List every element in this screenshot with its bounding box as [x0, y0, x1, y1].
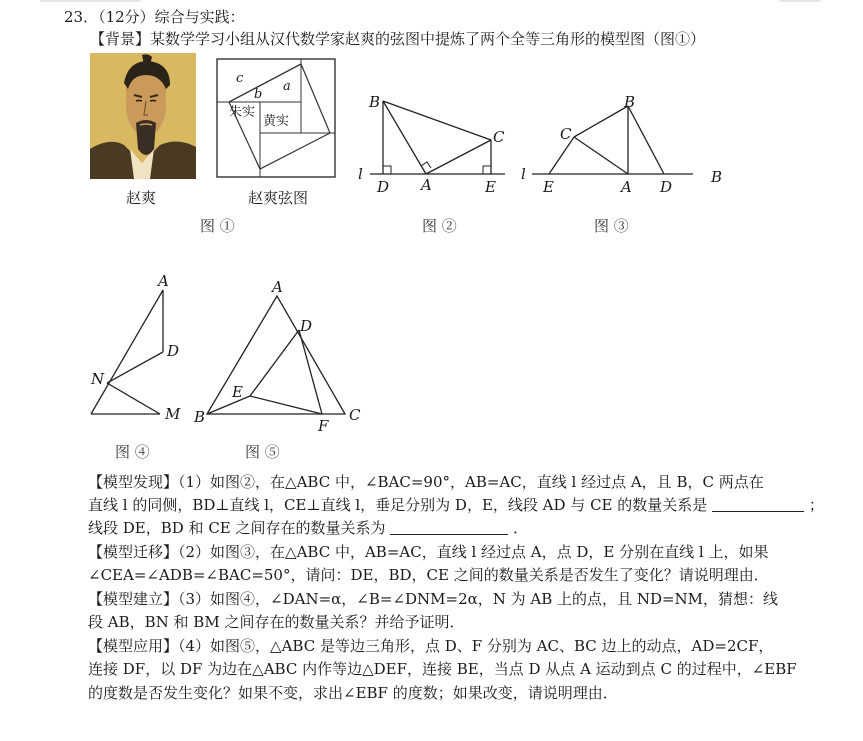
fig5-point-B: B: [194, 408, 206, 426]
string-label-a: a: [283, 79, 291, 94]
fig3-point-E: E: [543, 178, 554, 196]
part1-line2: [88, 496, 824, 514]
part4-line2: 连接 DF，以 DF 为边在△ABC 内作等边△DEF，连接 BE，当点 D 从点 A 运动到点 C 的过程中，∠EBF: [88, 660, 797, 678]
fig3-label: 图 ③: [594, 217, 629, 235]
part2-line1: 【模型迁移】（2）如图③，在△ABC 中，AB=AC，直线 l 经过点 A，点 D，E 分别在直线 l 上，如果: [88, 543, 769, 561]
fig2-point-A: A: [421, 176, 432, 194]
part1-line2-end: ；: [808, 496, 824, 514]
string-label-zhu: 朱实: [229, 105, 256, 120]
fig2-label: 图 ②: [422, 217, 457, 235]
fig3-point-A: A: [621, 178, 632, 196]
fig1-label: 图 ①: [200, 217, 235, 235]
fig3-point-D: D: [660, 178, 673, 196]
fig4-point-N: N: [91, 370, 105, 388]
part1-line3-text: 线段 DE，BD 和 CE 之间存在的数量关系为: [88, 519, 386, 537]
fig5-point-A: A: [272, 278, 283, 296]
fig5-label: 图 ⑤: [245, 443, 280, 461]
background-text: 【背景】某数学学习小组从汉代数学家赵爽的弦图中提炼了两个全等三角形的模型图（图①）: [90, 30, 706, 48]
part3-line1: 【模型建立】（3）如图④，∠DAN=α，∠B=∠DNM=2α，N 为 AB 上的点，且 ND=NM，猜想：线: [88, 590, 779, 608]
fig4-label: 图 ④: [115, 443, 150, 461]
fig2-point-D: D: [377, 178, 390, 196]
fig3-point-B: B: [624, 93, 636, 111]
string-label-huang: 黄实: [263, 114, 290, 129]
string-label-c: c: [236, 71, 244, 86]
fig4-point-D: D: [167, 342, 180, 360]
fig3-point-B-right: B: [711, 168, 723, 186]
fig2-line-l: l: [358, 165, 363, 183]
fig2-point-B: B: [369, 93, 381, 111]
fig5-point-C: C: [349, 406, 361, 424]
portrait-caption: 赵爽: [126, 189, 157, 207]
question-title: 23．（12分）综合与实践：: [64, 8, 245, 26]
string-label-b: b: [254, 87, 263, 102]
string-diagram-caption: 赵爽弦图: [248, 189, 309, 207]
part1-line1: 【模型发现】（1）如图②，在△ABC 中，∠BAC=90°，AB=AC，直线 l 经过点 A，且 B，C 两点在: [88, 473, 764, 491]
part4-line1: 【模型应用】（4）如图⑤，△ABC 是等边三角形，点 D、F 分别为 AC、BC 边上的动点，AD=2CF，: [88, 637, 774, 655]
fig5-point-D: D: [300, 317, 313, 335]
part3-line2: 段 AB，BN 和 BM 之间存在的数量关系？并给予证明．: [88, 613, 465, 631]
fig2-point-C: C: [493, 128, 505, 146]
part1-line3-end: ．: [513, 519, 529, 537]
fig4-point-M: M: [165, 405, 181, 423]
part1-line2-text: 直线 l 的同侧，BD⊥直线 l，CE⊥直线 l，垂足分别为 D，E，线段 AD 与 CE 的数量关系是: [88, 496, 708, 514]
answer-blank-2[interactable]: [390, 520, 508, 535]
fig4-point-A: A: [158, 272, 169, 290]
fig5-point-E: E: [232, 383, 243, 401]
part2-line2: ∠CEA=∠ADB=∠BAC=50°，请问：DE，BD，CE 之间的数量关系是否发生了变化？请说明理由．: [88, 566, 769, 584]
part4-line3: 的度数是否发生变化？如果不变，求出∠EBF 的度数；如果改变，请说明理由．: [88, 684, 618, 702]
part1-line3: [88, 519, 528, 537]
fig3-line-l: l: [521, 165, 526, 183]
fig2-point-E: E: [485, 178, 496, 196]
fig3-point-C: C: [560, 125, 572, 143]
fig5-point-F: F: [318, 417, 329, 435]
answer-blank-1[interactable]: [712, 497, 804, 512]
